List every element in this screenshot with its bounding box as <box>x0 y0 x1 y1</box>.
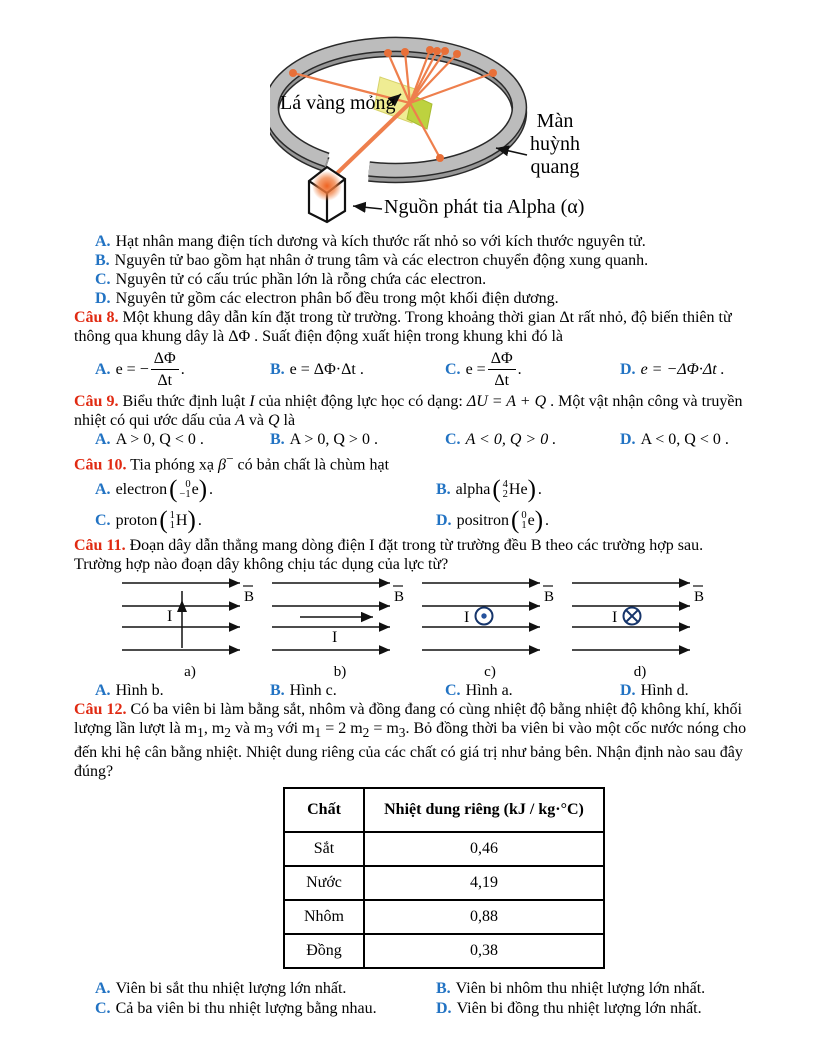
option-b: B. Hình c. <box>270 682 337 700</box>
gold-foil-label: Lá vàng mỏng <box>280 92 396 114</box>
current-out-icon <box>476 608 493 625</box>
table-row: Đồng 0,38 <box>284 934 604 968</box>
source-arrow <box>353 206 382 209</box>
option-d: D. Hình d. <box>620 682 689 700</box>
question-12-options <box>74 979 750 1018</box>
table-header-row <box>284 788 604 832</box>
option-c: C. Hình a. <box>445 682 513 700</box>
question-11-text: Câu 11. Đoạn dây dẫn thẳng mang dòng điện I đặt trong từ trường đều B theo các trường hợp sau. Trường hợp nào đoạn dây không chịu tác dụng của lực từ? <box>74 537 704 574</box>
b-field-label: B <box>244 589 255 606</box>
diagram-c <box>420 578 560 681</box>
option-b: B. Nguyên tử bao gồm hạt nhân ở trung tâm và các electron chuyển động xung quanh. <box>95 252 649 269</box>
diagram-caption: a) <box>184 664 196 681</box>
option-a: A. Hạt nhân mang điện tích dương và kích thước rất nhỏ so với kích thước nguyên tử. <box>95 233 646 250</box>
table-row: Nhôm 0,88 <box>284 900 604 934</box>
option-d: D. e = −ΔΦ·Δt . <box>620 360 725 378</box>
b-field-label: B <box>394 589 405 606</box>
diagram-caption: b) <box>333 664 347 681</box>
fluorescent-screen-label: Màn huỳnh quang <box>530 110 580 178</box>
question-8 <box>74 308 750 392</box>
column-header-substance: Chất <box>284 788 364 832</box>
field-lines <box>122 583 240 650</box>
table-row: Sắt 0,46 <box>284 832 604 866</box>
diagram-caption: c) <box>484 664 496 681</box>
option-a: A. e = − $\frac{\Delta\Phi}{\Delta t}$ . <box>95 349 185 389</box>
rutherford-experiment-figure <box>74 33 750 226</box>
diagram-b <box>270 578 410 681</box>
question-11-options <box>74 681 750 700</box>
option-d: D. positron ( 0 1 e ) . <box>436 506 550 534</box>
option-c: C. e = $\frac{\Delta\Phi}{\Delta t}$ . <box>445 349 522 389</box>
question-10-options-row1 <box>74 474 750 505</box>
option-a: A. Hình b. <box>95 682 164 700</box>
current-label: I <box>167 608 173 626</box>
question-9-text: Câu 9. Biểu thức định luật I của nhiệt động lực học có dạng: ΔU = A + Q . Một vật nhận công và truyền nhiệt có qui ước dấu của A và Q là <box>74 393 743 429</box>
diagram-a <box>120 578 260 681</box>
question-12 <box>74 700 750 1017</box>
b-field-label: B <box>694 589 705 606</box>
question-10-options-row2 <box>74 505 750 536</box>
question-11 <box>74 536 750 700</box>
question-7-options <box>74 232 750 308</box>
option-c: C. proton ( 1 1 H ) . <box>95 506 202 534</box>
field-diagrams <box>120 578 750 681</box>
b-field-label: B <box>544 589 555 606</box>
question-9 <box>74 392 750 449</box>
fraction: $\frac{\Delta\Phi}{\Delta t}$ <box>488 349 516 390</box>
nuclide-notation: ( 4 2 He ) <box>492 475 536 503</box>
option-b: B. A > 0, Q > 0 . <box>270 431 378 448</box>
question-12-text: Câu 12. Có ba viên bi làm bằng sắt, nhôm và đồng đang có cùng nhiệt độ bằng nhiệt độ không khí, khối lượng lần lượt là $m_1$, $m_2$ và $m_3$ với $m_1 = 2$ $m_2 = m_3$. Bỏ đồng thời ba viên bi vào một cốc nước nóng cho đến khi hệ cân bằng nhiệt. Nhiệt dung riêng của các chất có giá trị như bảng bên. Nhận định nào sau đây đúng? <box>74 701 747 780</box>
option-a: A. electron ( 0 −1 e ) . <box>95 475 214 503</box>
column-header-specific-heat: Nhiệt dung riêng (kJ / kg·°C) <box>364 788 604 832</box>
alpha-source <box>309 167 345 222</box>
option-c: C. Nguyên tử có cấu trúc phần lớn là rỗng chứa các electron. <box>95 271 487 288</box>
option-b: B. e = ΔΦ·Δt . <box>270 360 364 378</box>
table-row: Nước 4,19 <box>284 866 604 900</box>
option-a: A. Viên bi sắt thu nhiệt lượng lớn nhất. <box>95 979 347 997</box>
question-9-options <box>74 430 750 449</box>
option-d: D. Nguyên tử gồm các electron phân bố đều trong một khối điện dương. <box>95 290 559 307</box>
question-8-text: Câu 8. Một khung dây dẫn kín đặt trong từ trường. Trong khoảng thời gian Δt rất nhỏ, độ biến thiên từ thông qua khung dây là ΔΦ . Suất điện động xuất hiện trong khung khi đó là <box>74 309 732 345</box>
current-label: I <box>612 609 618 627</box>
question-10 <box>74 449 750 536</box>
nuclide-notation: ( 0 1 e ) <box>511 506 544 534</box>
current-label: I <box>332 629 338 647</box>
question-10-text: Câu 10. Tia phóng xạ β− có bản chất là chùm hạt <box>74 451 390 474</box>
question-8-options <box>74 346 750 392</box>
current-up-arrow <box>177 591 187 648</box>
current-label: I <box>464 609 470 627</box>
option-c: C. A < 0, Q > 0 . <box>445 431 557 448</box>
option-a: A. A > 0, Q < 0 . <box>95 431 204 448</box>
nuclide-notation: ( 1 1 H ) <box>159 506 196 534</box>
current-in-icon <box>624 608 641 625</box>
diagram-caption: d) <box>633 664 647 681</box>
option-b: B. alpha ( 4 2 He ) . <box>436 475 542 503</box>
option-b: B. Viên bi nhôm thu nhiệt lượng lớn nhất. <box>436 979 706 997</box>
specific-heat-table <box>283 787 605 969</box>
option-c: C. Cả ba viên bi thu nhiệt lượng bằng nhau. <box>95 999 377 1017</box>
nuclide-notation: ( 0 −1 e ) <box>169 475 208 503</box>
alpha-source-label: Nguồn phát tia Alpha (α) <box>384 196 585 218</box>
option-d: D. A < 0, Q < 0 . <box>620 431 729 448</box>
fraction: $\frac{\Delta\Phi}{\Delta t}$ <box>151 349 179 390</box>
option-d: D. Viên bi đồng thu nhiệt lượng lớn nhất. <box>436 999 702 1017</box>
diagram-d <box>570 578 710 681</box>
